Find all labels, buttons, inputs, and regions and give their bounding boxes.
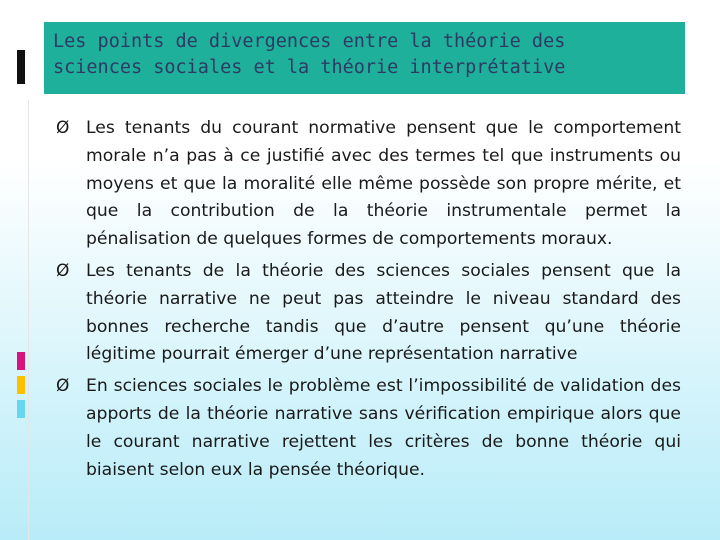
accent-square-magenta xyxy=(17,352,25,370)
bullet-item-2 xyxy=(56,258,681,369)
accent-bar-black xyxy=(17,50,25,84)
bullet-text-2: Les tenants de la théorie des sciences sociales pensent que la théorie narrative ne peut pas atteindre le niveau standard des bonnes recherche tandis que d’autre pensent qu’une théorie légitime pourrait émerger d’une représentation narrative xyxy=(86,260,681,365)
accent-square-yellow xyxy=(17,376,25,394)
slide-title-line-1: Les points de divergences entre la théorie des xyxy=(53,31,566,52)
bullet-text-3: En sciences sociales le problème est l’impossibilité de validation des apports de la théorie narrative sans vérification empirique alors que le courant narrative rejettent les critères de bonne théorie qui biaisent selon eux la pensée théorique. xyxy=(86,376,681,480)
accent-square-cyan xyxy=(17,400,25,418)
bullet-text-1: Les tenants du courant normative pensent que le comportement morale n’a pas à ce justifié avec des termes tel que instruments ou moyens et que la moralité elle même possède son propre mérite, et que la contribution de la théorie instrumentale permet la pénalisation de quelques formes de comportements moraux. xyxy=(86,118,681,250)
arrow-bullet-icon: Ø xyxy=(56,118,70,138)
arrow-bullet-icon: Ø xyxy=(56,376,70,397)
arrow-bullet-icon: Ø xyxy=(56,260,70,281)
bullet-item-3 xyxy=(56,373,681,484)
bullet-list xyxy=(56,115,681,488)
slide-title-line-2: sciences sociales et la théorie interprétative xyxy=(53,57,566,78)
left-divider-line xyxy=(28,100,29,540)
slide-title-box xyxy=(44,22,685,94)
bullet-item-1 xyxy=(56,115,681,254)
